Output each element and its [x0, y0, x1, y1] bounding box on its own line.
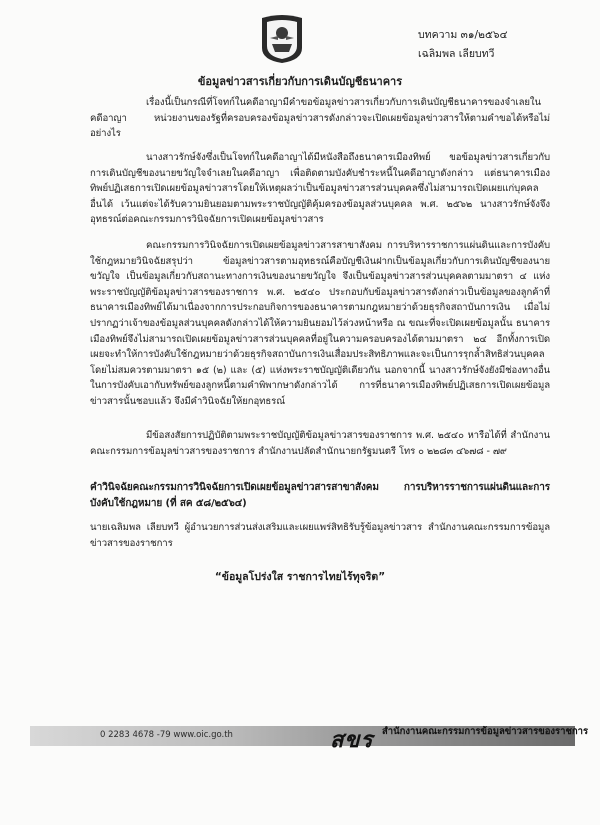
document-title: ข้อมูลข่าวสารเกี่ยวกับการเดินบัญชีธนาคาร	[197, 75, 403, 88]
document-meta	[418, 26, 568, 64]
decision-reference	[90, 480, 550, 511]
facts-paragraph	[90, 150, 550, 228]
slogan: “ข้อมูลโปร่งใส ราชการไทยไร้ทุจริต”	[214, 571, 386, 583]
article-number: บทความ ๓๑/๒๕๖๔	[418, 29, 508, 41]
footer-org-name: สำนักงานคณะกรรมการข้อมูลข่าวสารของราชการ	[382, 726, 589, 737]
decision-paragraph	[90, 238, 550, 410]
author-name: เฉลิมพล เลียบทวี	[418, 48, 495, 60]
oic-logo: สขร	[330, 728, 374, 753]
paragraph-text: นางสาวรักษ์จังซึ่งเป็นโจทก์ในคดีอาญาได้มีหนังสือถึงธนาคารเมืองทิพย์ ขอข้อมูลข่าวสารเกี่ยวกับการเดินบัญชีของนายขวัญใจจำเลยในคดีอาญา เพื่อติดตามบังคับชำระหนี้ในคดีอาญาดังกล่าว แต่ธนาคารเมืองทิพย์ปฏิเสธการเปิดเผยข้อมูลข่าวสารโดยให้เหตุผลว่าเป็นข้อมูลข่าวสารส่วนบุคคลซึ่งไม่สามารถเปิดเผยแก่บุคคลอื่นได้ เว้นแต่จะได้รับความยินยอมตามพระราชบัญญัติคุ้มครองข้อมูลส่วนบุคคล พ.ศ. ๒๕๖๒ นางสาวรักษ์จังจึงอุทธรณ์ต่อคณะกรรมการวินิจฉัยการเปิดเผยข้อมูลข่าวสาร	[90, 152, 550, 226]
decision-reference-text: คำวินิจฉัยคณะกรรมการวินิจฉัยการเปิดเผยข้อมูลข่าวสารสาขาสังคม การบริหารราชการแผ่นดินและการบังคับใช้กฎหมาย (ที่ สค ๕๘/๒๕๖๔)	[90, 482, 550, 509]
footer-banner	[30, 716, 589, 753]
paragraph-text: มีข้อสงสัยการปฏิบัติตามพระราชบัญญัติข้อมูลข่าวสารของราชการ พ.ศ. ๒๕๔๐ หารือได้ที่ สำนักงานคณะกรรมการข้อมูลข่าวสารของราชการ สำนักงานปลัดสำนักนายกรัฐมนตรี โทร ๐ ๒๒๘๓ ๔๖๗๘ - ๗๙	[90, 430, 550, 457]
intro-paragraph	[90, 95, 550, 142]
author-line-text: นายเฉลิมพล เลียบทวี ผู้อำนวยการส่วนส่งเสริมและเผยแพร่สิทธิรับรู้ข้อมูลข่าวสาร สำนักงานคณะกรรมการข้อมูลข่าวสารของราชการ	[90, 522, 550, 549]
government-emblem-icon	[258, 14, 306, 64]
author-line	[90, 520, 550, 551]
footer-contact: 0 2283 4678 -79 www.oic.go.th	[100, 730, 233, 740]
contact-paragraph	[90, 428, 550, 459]
paragraph-text: เรื่องนี้เป็นกรณีที่โจทก์ในคดีอาญามีคำขอข้อมูลข่าวสารเกี่ยวกับการเดินบัญชีธนาคารของจำเลยในคดีอาญา หน่วยงานของรัฐที่ครอบครองข้อมูลข่าวสารดังกล่าวจะเปิดเผยข้อมูลข่าวสารให้ตามคำขอได้หรือไม่ อย่างไร	[90, 97, 550, 140]
paragraph-text: คณะกรรมการวินิจฉัยการเปิดเผยข้อมูลข่าวสารสาขาสังคม การบริหารราชการแผ่นดินและการบังคับใช้กฎหมายวินิจฉัยสรุปว่า ข้อมูลข่าวสารตามอุทธรณ์คือบัญชีเงินฝากเป็นข้อมูลเกี่ยวกับการเดินบัญชีของนายขวัญใจ เป็นข้อมูลเกี่ยวกับสถานะทางการเงินของนายขวัญใจ จึงเป็นข้อมูลข่าวสารส่วนบุคคลตามมาตรา ๔ แห่งพระราชบัญญัติข้อมูลข่าวสารของราชการ พ.ศ. ๒๕๔๐ ประกอบกับข้อมูลข่าวสารดังกล่าวเป็นข้อมูลของลูกค้าที่ธนาคารเมืองทิพย์ได้มาเนื่องจากการประกอบกิจการของธนาคารตามกฎหมายว่าด้วยธุรกิจสถาบันการเงิน เมื่อไม่ปรากฏว่าเจ้าของข้อมูลส่วนบุคคลดังกล่าวได้ให้ความยินยอมไว้ล่วงหน้าหรือ ณ ขณะที่จะเปิดเผยข้อมูลนั้น ธนาคารเมืองทิพย์จึงไม่สามารถเปิดเผยข้อมูลข่าวสารส่วนบุคคลที่อยู่ในความครอบครองได้ตามมาตรา ๒๔ อีกทั้งการเปิดเผยจะทำให้การบังคับใช้กฎหมายว่าด้วยธุรกิจสถาบันการเงินเสื่อมประสิทธิภาพและจะเป็นการรุกล้ำสิทธิส่วนบุคคลโดยไม่สมควรตามมาตรา ๑๕ (๒) และ (๕) แห่งพระราชบัญญัติเดียวกัน นอกจากนี้ นางสาวรักษ์จังยังมีช่องทางอื่นในการบังคับเอากับทรัพย์ของลูกหนี้ตามคำพิพากษาดังกล่าวได้ การที่ธนาคารเมืองทิพย์ปฏิเสธการเปิดเผยข้อมูลข่าวสารนั้นชอบแล้ว จึงมีคำวินิจฉัยให้ยกอุทธรณ์	[90, 240, 550, 407]
